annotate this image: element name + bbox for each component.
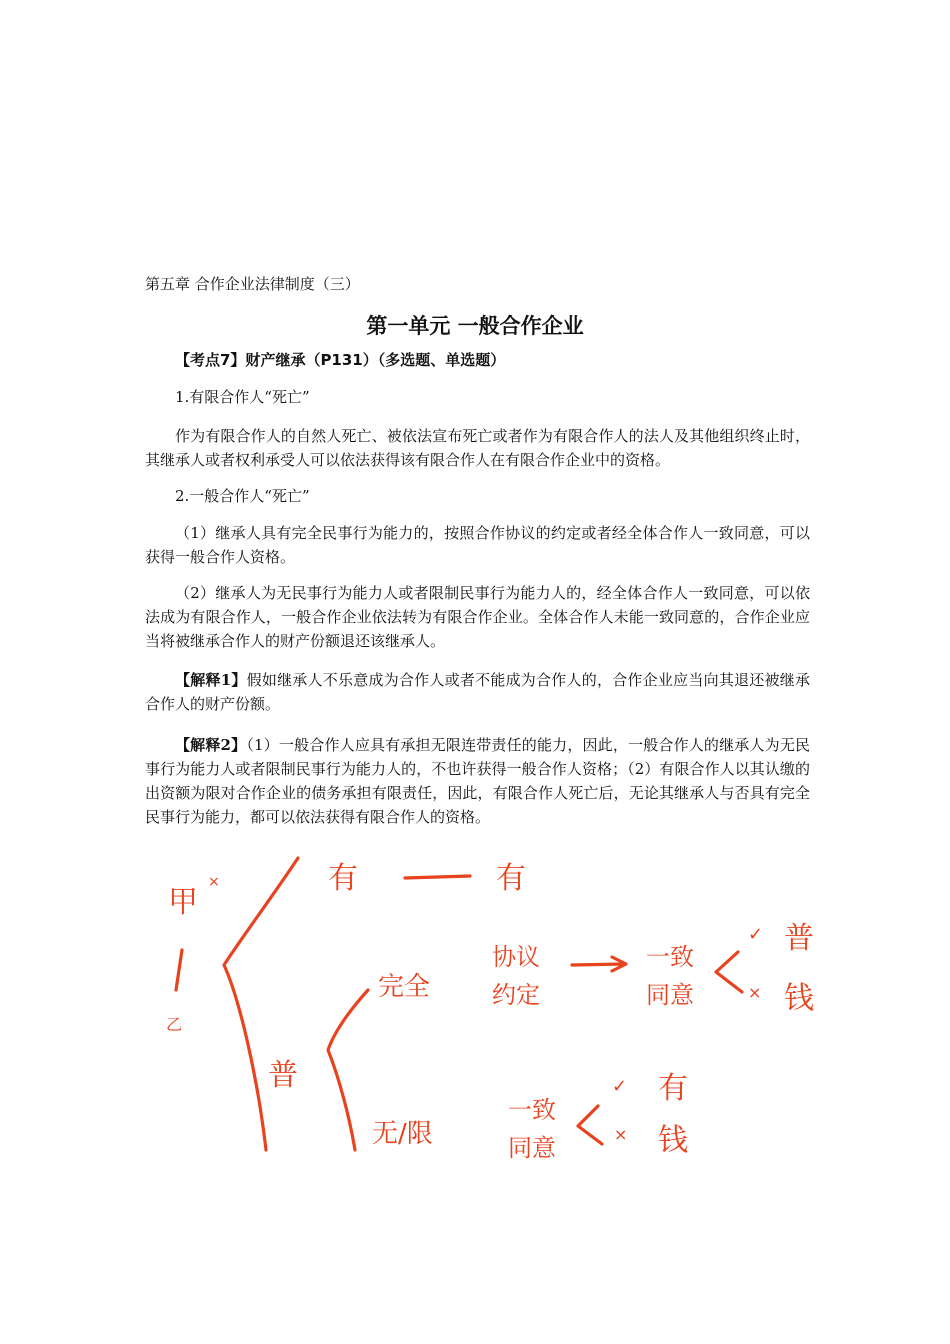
hw-wanquan: 完全: [378, 972, 431, 1002]
hw-cross-top: ×: [748, 983, 762, 1002]
hw-qian-right: 钱: [784, 981, 814, 1016]
kaodian-heading: 【考点7】财产继承（P131）（多选题、单选题）: [175, 351, 506, 369]
hw-tongyi-bottom: 同意: [508, 1134, 556, 1162]
hw-pu-right: 普: [784, 921, 814, 956]
hw-jia: 甲: [168, 885, 198, 920]
hw-yi: 乙: [166, 1015, 183, 1034]
hw-wuxian: 无/限: [372, 1119, 433, 1149]
hw-you-bottom: 有: [658, 1071, 688, 1106]
section-heading-1: 1.有限合作人“死亡”: [175, 388, 310, 406]
hw-tongyi-top: 同意: [646, 981, 694, 1009]
paragraph-3: （2）继承人为无民事行为能力人或者限制民事行为能力人的，经全体合作人一致同意，可以依法成为有限合作人，一般合作企业依法转为有限合作企业。全体合作人未能一致同意的，合作企业应当将被继承合作人的财产份额退还该继承人。: [145, 584, 810, 650]
hw-x-mark: ×: [208, 874, 220, 890]
hw-slash: [176, 950, 182, 990]
hw-yizhi-bottom: 一致: [508, 1096, 556, 1124]
hw-pu: 普: [268, 1058, 298, 1093]
explanation-1-label: 【解释1】: [175, 671, 247, 689]
hw-bracket-sub: [328, 990, 368, 1150]
hw-cross-bottom: ×: [614, 1125, 628, 1144]
hw-angle-bottom: [578, 1106, 602, 1144]
explanation-1-text: 假如继承人不乐意成为合作人或者不能成为合作人的，合作企业应当向其退还被继承合作人的财产份额。: [145, 671, 810, 713]
paragraph-2: （1）继承人具有完全民事行为能力的，按照合作协议的约定或者经全体合作人一致同意，可以获得一般合作人资格。: [145, 524, 810, 566]
hw-check-top: ✓: [748, 924, 764, 945]
hw-yueding: 约定: [492, 981, 540, 1009]
hw-xieyi: 协议: [492, 943, 540, 971]
unit-title: 第一单元 一般合作企业: [366, 314, 584, 338]
hw-angle-top: [716, 952, 742, 992]
hw-yizhi-top: 一致: [646, 943, 694, 971]
section-heading-2: 2.一般合作人“死亡”: [175, 487, 310, 505]
explanation-2-label: 【解释2】: [175, 736, 247, 754]
paragraph-1: 作为有限合作人的自然人死亡、被依法宣布死亡或者作为有限合作人的法人及其他组织终止时，其继承人或者权利承受人可以依法获得该有限合作人在有限合作企业中的资格。: [145, 427, 810, 469]
hw-dash: [405, 876, 470, 878]
explanation-2-text: （1）一般合作人应具有承担无限连带责任的能力，因此，一般合作人的继承人为无民事行为能力人或者限制民事行为能力人的，不也许获得一般合作人资格；（2）有限合作人以其认缴的出资额为限对合作企业的债务承担有限责任，因此，有限合作人死亡后，无论其继承人与否具有完全民事行为能力，都可以依法获得有限合作人的资格。: [145, 736, 810, 826]
hw-qian-bottom: 钱: [658, 1123, 688, 1158]
hw-arrow: [572, 957, 626, 971]
hw-check-bottom: ✓: [612, 1076, 628, 1097]
hw-bracket-main: [224, 858, 298, 1150]
hw-you-left: 有: [328, 861, 358, 896]
hw-you-right: 有: [496, 861, 526, 896]
chapter-line: 第五章 合作企业法律制度（三）: [145, 275, 360, 293]
